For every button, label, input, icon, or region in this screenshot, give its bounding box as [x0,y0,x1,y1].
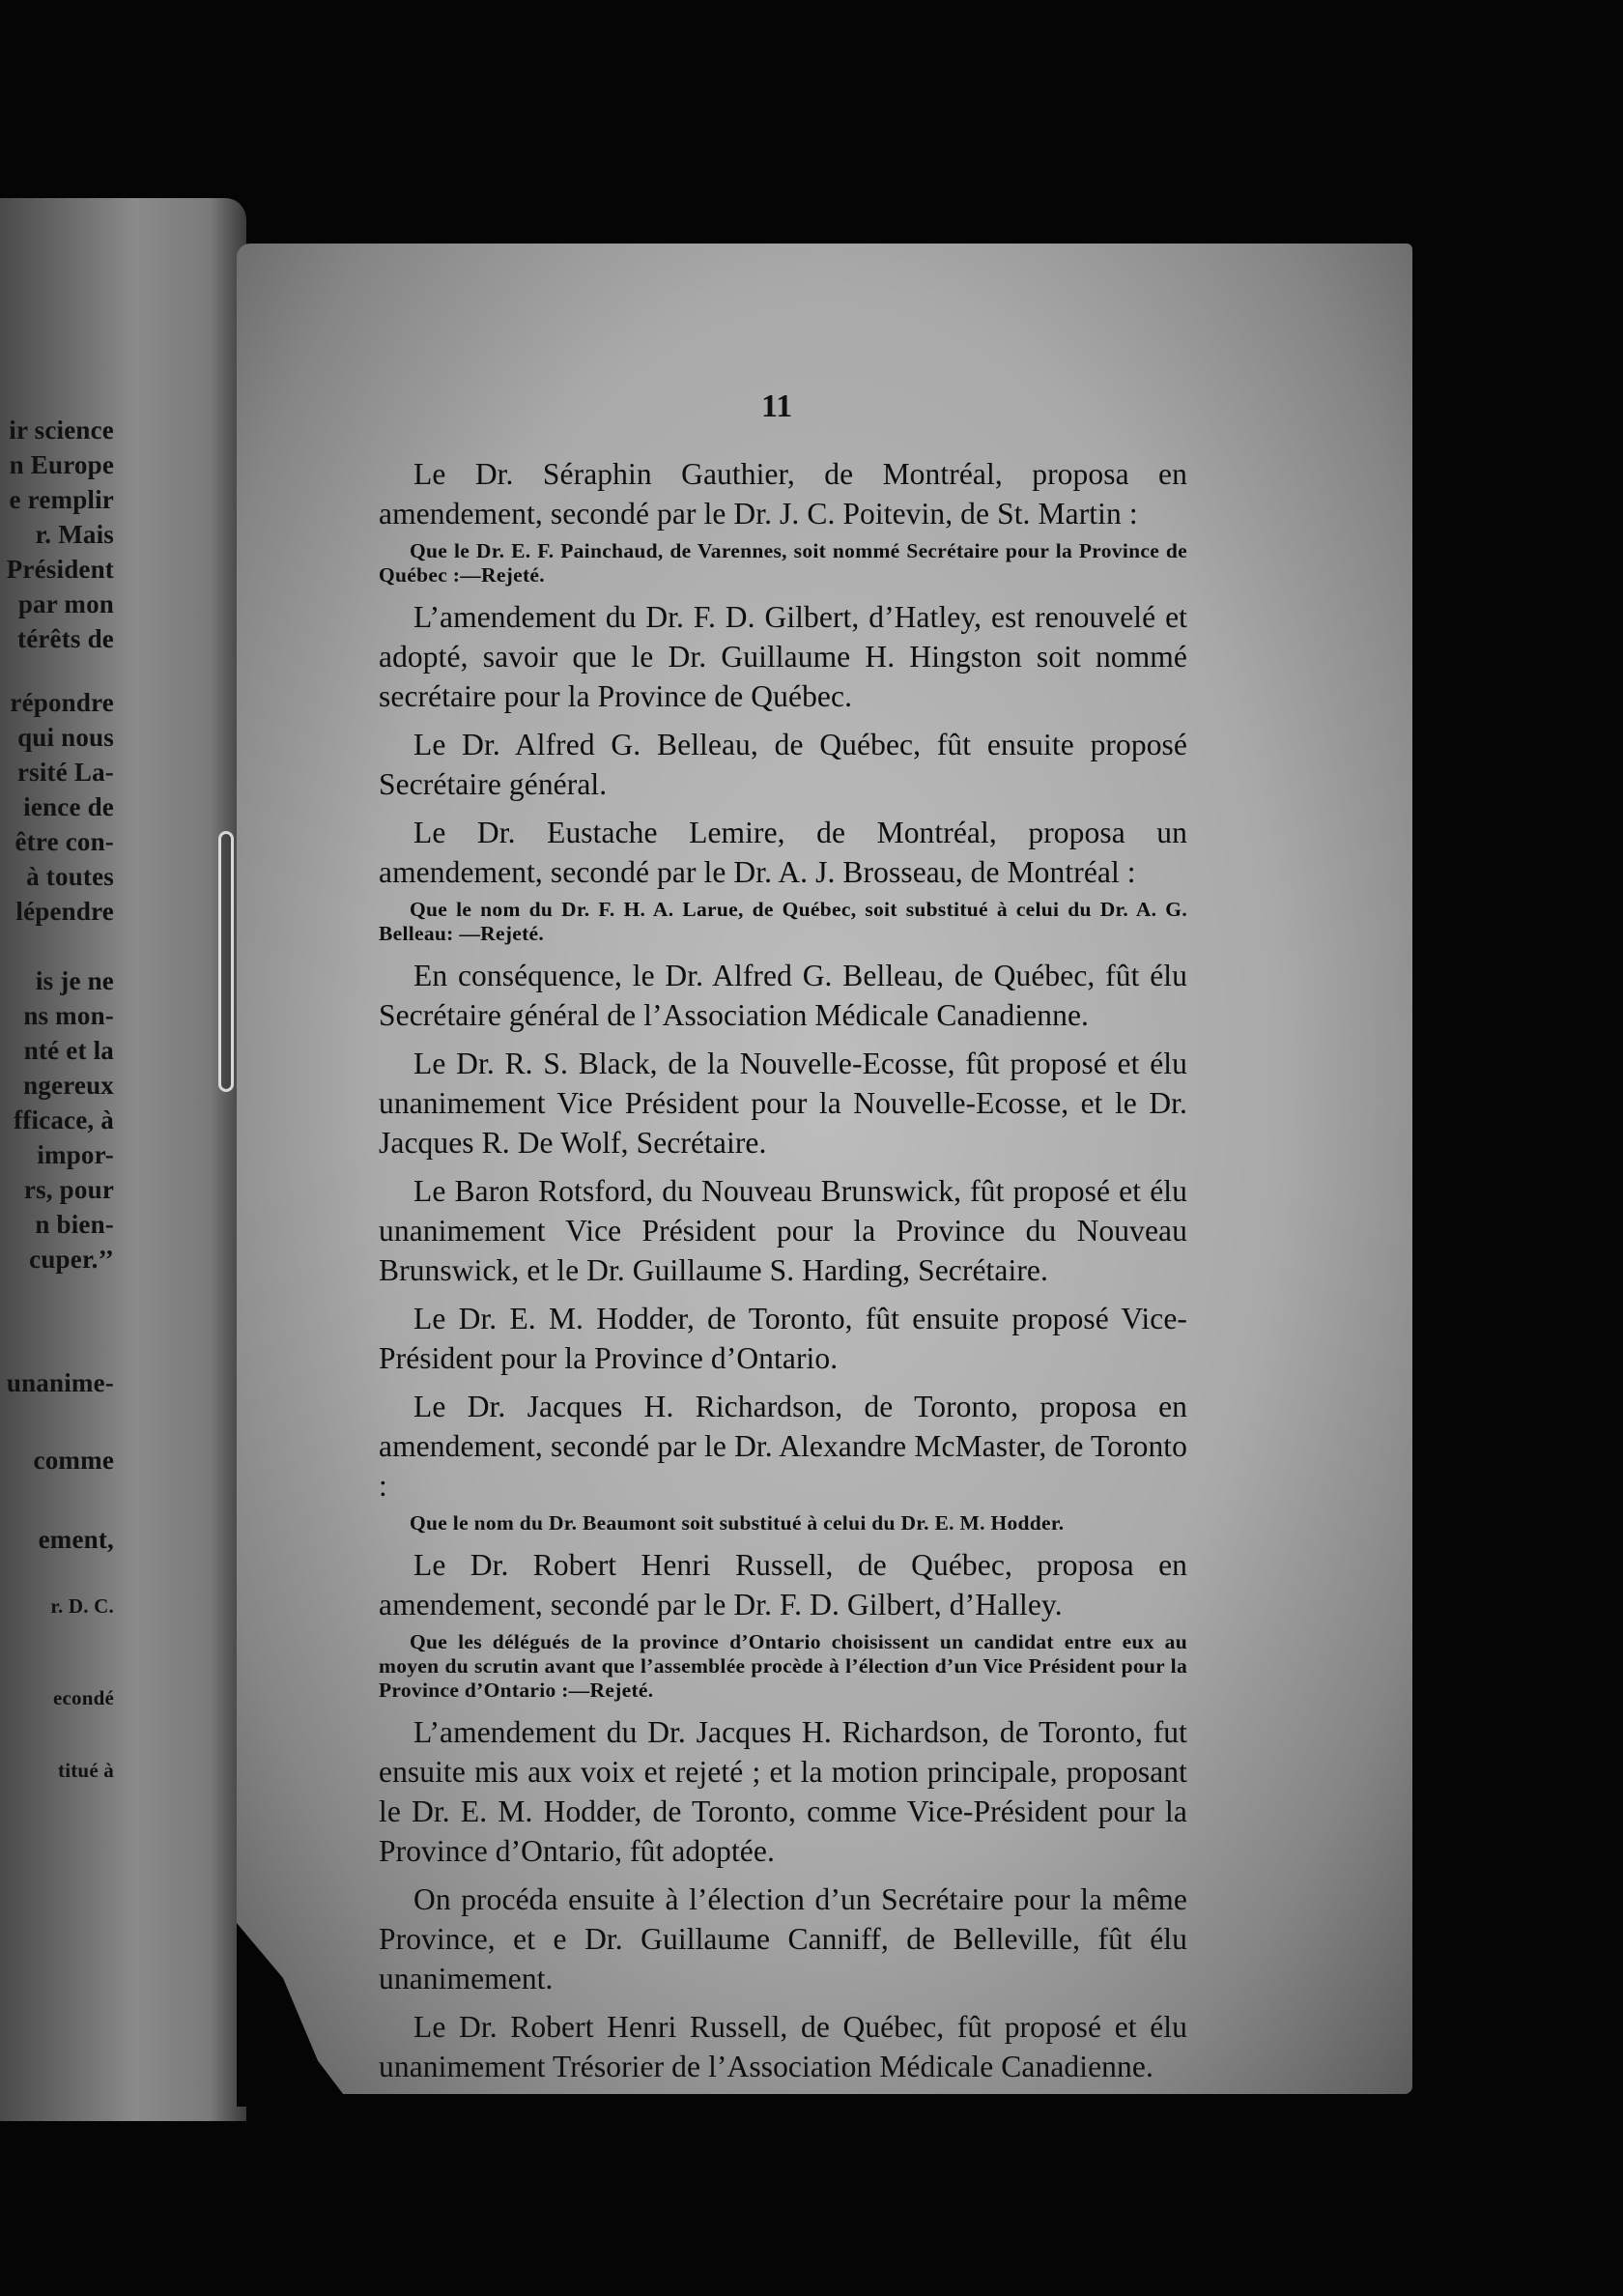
paragraph: Le Dr. E. M. Hodder, de Toronto, fût ensuite proposé Vice-Président pour la Province d’Ontario. [379,1302,1187,1375]
paragraph: L’amendement du Dr. F. D. Gilbert, d’Hatley, est renouvelé et adopté, savoir que le Dr. Guillaume H. Hingston soit nommé secrétaire pour la Province de Québec. [379,600,1187,713]
paragraph: Le Dr. Robert Henri Russell, de Québec, proposa en amendement, secondé par le Dr. F. D. Gilbert, d’Halley. [379,1548,1187,1622]
left-page-line: par mon [17,589,114,618]
book-spine-binding [218,831,234,1092]
resolution-quote: Que le nom du Dr. F. H. A. Larue, de Québec, soit substitué à celui du Dr. A. G. Belleau: —Rejeté. [379,898,1187,945]
paragraph: En conséquence, le Dr. Alfred G. Belleau, de Québec, fût élu Secrétaire général de l’Association Médicale Canadienne. [379,959,1187,1032]
left-page-line: r. Mais [35,520,114,549]
left-page-line: Président [6,555,114,584]
paragraph: L’amendement du Dr. Jacques H. Richardson, de Toronto, fut ensuite mis aux voix et rejeté ; et la motion principale, proposant le Dr. E. M. Hodder, de Toronto, comme Vice-Président pour la Province d’Ontario, fût adoptée. [379,1715,1187,1868]
left-page-line: répondre [10,688,114,717]
resolution-quote: Que les délégués de la province d’Ontario choisissent un candidat entre eux au moyen du scrutin avant que l’assemblée procède à l’élection d’un Vice Président pour la Province d’Ontario :—Rejeté. [379,1630,1187,1702]
left-page-line: rsité La- [16,758,114,787]
left-page-line: ngereux [23,1071,114,1100]
page-number: 11 [761,388,793,424]
left-page-line: nté et la [23,1036,114,1065]
paragraph: Le Baron Rotsford, du Nouveau Brunswick, fût proposé et élu unanimement Vice Président pour la Province du Nouveau Brunswick, et le Dr. Guillaume S. Harding, Secrétaire. [379,1174,1187,1287]
left-page-line: rs, pour [23,1175,114,1204]
left-page-line: e remplir [9,485,114,514]
left-page-line: comme [33,1446,114,1475]
page-body [379,454,1187,2095]
left-page-line: is je ne [35,966,114,995]
left-page-line: fficace, à [14,1105,114,1134]
paragraph: Le Dr. Eustache Lemire, de Montréal, proposa un amendement, secondé par le Dr. A. J. Brosseau, de Montréal : [379,816,1187,889]
left-page-line: titué à [58,1759,114,1782]
resolution-quote: Que le nom du Dr. Beaumont soit substitué à celui du Dr. E. M. Hodder. [410,1511,1065,1535]
resolution-quote: Que le Dr. E. F. Painchaud, de Varennes, soit nommé Secrétaire pour la Province de Québec :—Rejeté. [379,539,1187,587]
paragraph: On procéda ensuite à l’élection d’un Secrétaire pour la même Province, et e Dr. Guillaume Canniff, de Belleville, fût élu unanimement. [379,1882,1187,1995]
left-page-line: à toutes [26,862,114,891]
left-page-line: impor- [37,1140,114,1169]
paragraph: Le Dr. Robert Henri Russell, de Québec, fût proposé et élu unanimement Trésorier de l’Association Médicale Canadienne. [379,2010,1187,2083]
left-page-line: ience de [23,792,114,821]
left-page-line: r. D. C. [50,1594,114,1618]
left-page-line: lépendre [15,897,114,926]
left-page-line: térêts de [17,624,114,653]
left-page-line: n Europe [9,450,114,479]
left-page-line: unanime- [6,1368,114,1397]
paragraph: Le Dr. R. S. Black, de la Nouvelle-Ecosse, fût proposé et élu unanimement Vice Président pour la Nouvelle-Ecosse, et le Dr. Jacques R. De Wolf, Secrétaire. [379,1047,1187,1160]
left-page-line: qui nous [17,723,114,752]
left-page-line: econdé [52,1686,114,1709]
paragraph: Le Dr. Jacques H. Richardson, de Toronto, proposa en amendement, secondé par le Dr. Alexandre McMaster, de Toronto : [379,1390,1187,1503]
left-page-line: cuper.’’ [29,1245,114,1274]
paragraph: Le Dr. Alfred G. Belleau, de Québec, fût ensuite proposé Secrétaire général. [379,728,1187,801]
paragraph: Le Dr. Séraphin Gauthier, de Montréal, proposa en amendement, secondé par le Dr. J. C. Poitevin, de St. Martin : [379,457,1187,531]
left-page-line: n bien- [35,1210,114,1239]
left-page-line: être con- [14,827,114,856]
left-page-line: ement, [38,1525,114,1554]
left-page-line: ir science [9,416,114,445]
left-page-line: ns mon- [23,1001,114,1030]
